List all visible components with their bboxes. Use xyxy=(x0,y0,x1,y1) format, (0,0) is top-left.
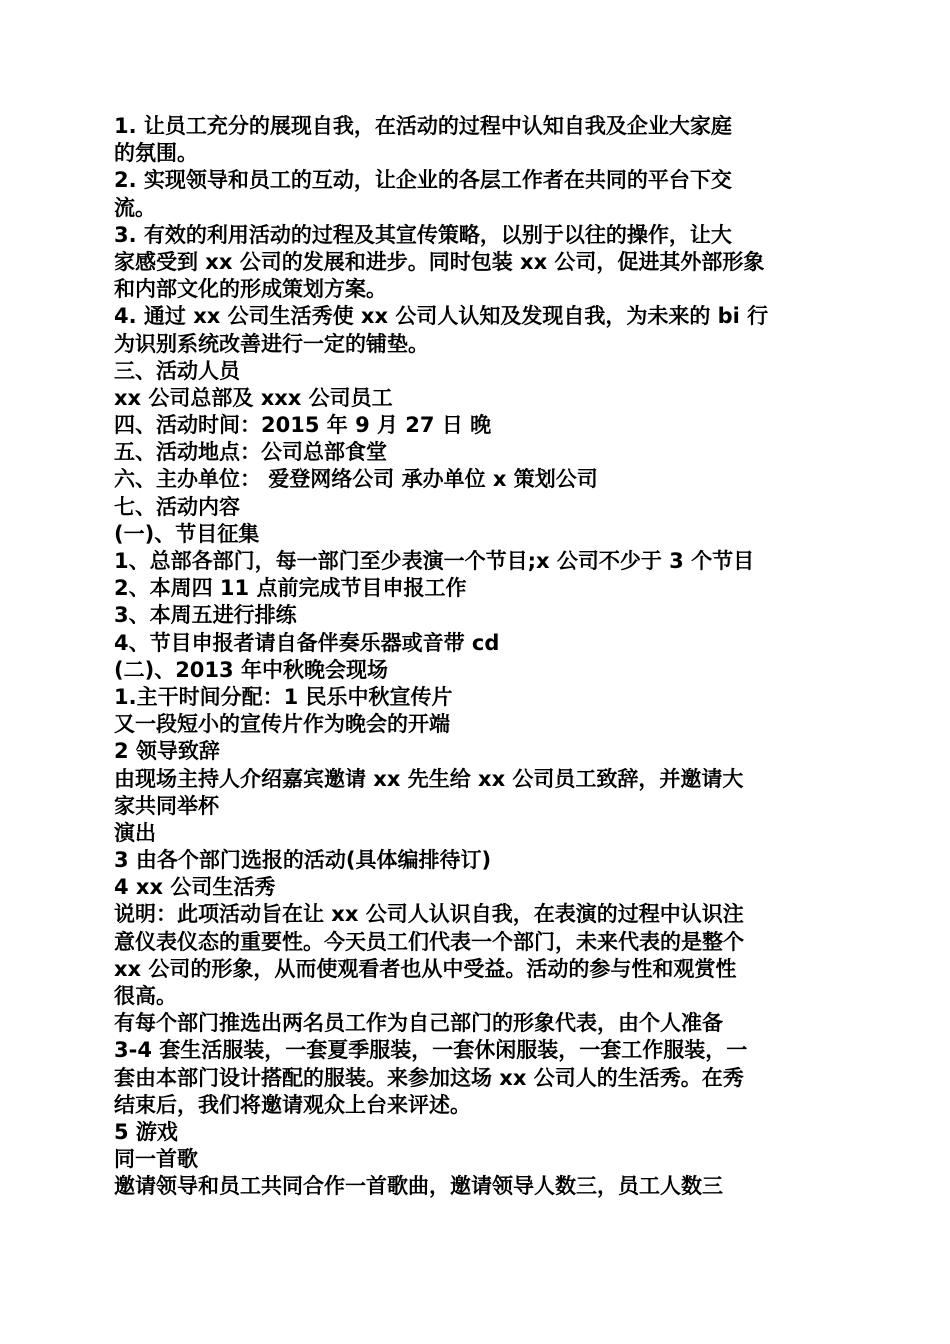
text-line: 3-4 套生活服装，一套夏季服装，一套休闲服装，一套工作服装，一 xyxy=(114,1038,748,1063)
text-line: 的氛围。 xyxy=(114,141,198,166)
document-body xyxy=(114,113,838,1201)
section-heading-participants: 三、活动人员 xyxy=(114,358,240,383)
text-line: 意仪表仪态的重要性。今天员工们代表一个部门，未来代表的是整个 xyxy=(114,929,744,954)
text-line: 套由本部门设计搭配的服装。来参加这场 xx 公司人的生活秀。在秀 xyxy=(114,1065,744,1090)
section-heading-content: 七、活动内容 xyxy=(114,494,240,519)
section-heading-location: 五、活动地点：公司总部食堂 xyxy=(114,440,387,465)
section-heading-time: 四、活动时间：2015 年 9 月 27 日 晚 xyxy=(114,413,492,438)
text-line: 5 游戏 xyxy=(114,1119,178,1144)
subsection-heading: (一)、节目征集 xyxy=(114,521,260,546)
text-line: 流。 xyxy=(114,195,156,220)
text-line: 家共同举杯 xyxy=(114,793,219,818)
text-line: 很高。 xyxy=(114,984,177,1008)
text-line: 3. 有效的利用活动的过程及其宣传策略，以别于以往的操作，让大 xyxy=(114,222,732,247)
text-line: 1、总部各部门，每一部门至少表演一个节目;x 公司不少于 3 个节目 xyxy=(114,549,755,573)
text-line: 演出 xyxy=(114,820,156,845)
text-line: 和内部文化的形成策划方案。 xyxy=(114,277,387,302)
text-line: 1. 让员工充分的展现自我，在活动的过程中认知自我及企业大家庭 xyxy=(114,114,732,138)
text-line: 邀请领导和员工共同合作一首歌曲，邀请领导人数三，员工人数三 xyxy=(114,1174,723,1199)
text-line: 4. 通过 xx 公司生活秀使 xx 公司人认知及发现自我，为未来的 bi 行 xyxy=(114,304,769,329)
text-line: 2 领导致辞 xyxy=(114,739,220,764)
section-heading-organizer: 六、主办单位： 爱登网络公司 承办单位 x 策划公司 xyxy=(114,467,598,492)
text-line: 说明：此项活动旨在让 xx 公司人认识自我，在表演的过程中认识注 xyxy=(114,902,744,927)
text-line: 由现场主持人介绍嘉宾邀请 xx 先生给 xx 公司员工致辞，并邀请大 xyxy=(114,766,744,791)
text-line: 为识别系统改善进行一定的铺垫。 xyxy=(114,331,429,356)
text-line: 1.主干时间分配：1 民乐中秋宣传片 xyxy=(114,684,453,709)
subsection-heading: (二)、2013 年中秋晚会现场 xyxy=(114,657,388,682)
text-line: 4、节目申报者请自备伴奏乐器或音带 cd xyxy=(114,630,500,655)
text-line: 4 xx 公司生活秀 xyxy=(114,875,276,900)
text-line: 3、本周五进行排练 xyxy=(114,603,297,628)
text-line: xx 公司的形象，从而使观看者也从中受益。活动的参与性和观赏性 xyxy=(114,956,737,981)
text-line: 又一段短小的宣传片作为晚会的开端 xyxy=(114,712,450,737)
text-line: 有每个部门推选出两名员工作为自己部门的形象代表，由个人准备 xyxy=(114,1011,723,1036)
text-line: 2、本周四 11 点前完成节目申报工作 xyxy=(114,576,467,601)
text-line: 2. 实现领导和员工的互动，让企业的各层工作者在共同的平台下交 xyxy=(114,168,732,193)
text-line: xx 公司总部及 xxx 公司员工 xyxy=(114,385,393,410)
text-line: 结束后，我们将邀请观众上台来评述。 xyxy=(114,1092,471,1117)
text-line: 同一首歌 xyxy=(114,1147,198,1172)
text-line: 家感受到 xx 公司的发展和进步。同时包装 xx 公司，促进其外部形象 xyxy=(114,249,765,274)
text-line: 3 由各个部门选报的活动(具体编排待订) xyxy=(114,848,492,873)
